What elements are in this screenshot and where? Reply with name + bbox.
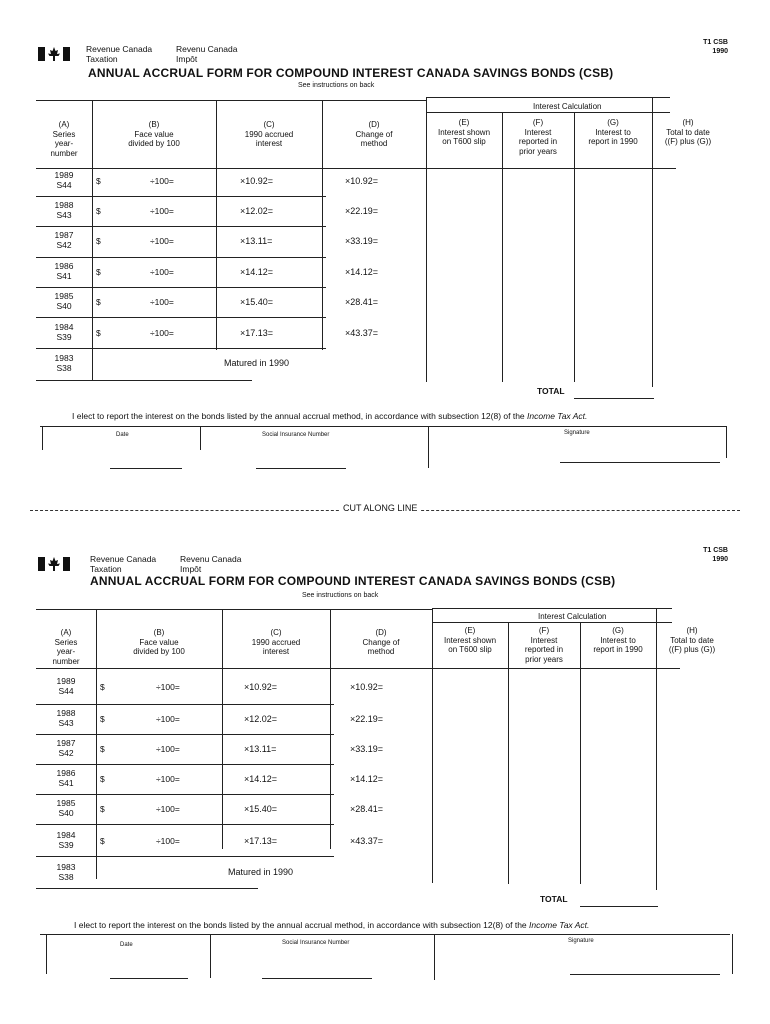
accrued-interest-field[interactable]: ×12.02= bbox=[244, 714, 278, 724]
dollar-sign: $ bbox=[96, 328, 101, 338]
face-value-field[interactable]: ÷100= bbox=[150, 328, 174, 338]
accrued-interest-field[interactable]: ×17.13= bbox=[244, 836, 278, 846]
accrued-interest-field[interactable]: ×10.92= bbox=[240, 176, 274, 186]
sin-label: Social Insurance Number bbox=[282, 940, 350, 946]
change-method-field[interactable]: ×28.41= bbox=[350, 804, 384, 814]
face-value-field[interactable]: ÷100= bbox=[150, 236, 174, 246]
accrued-interest-field[interactable]: ×15.40= bbox=[244, 804, 278, 814]
dollar-sign: $ bbox=[100, 682, 105, 692]
department-en: Revenue Canada Taxation bbox=[86, 44, 153, 64]
col-e-header: (E) Interest shown on T600 slip bbox=[443, 626, 497, 654]
sin-field[interactable] bbox=[262, 978, 372, 979]
accrued-interest-field[interactable]: ×14.12= bbox=[240, 267, 274, 277]
matured-note: Matured in 1990 bbox=[224, 358, 290, 368]
change-method-field[interactable]: ×28.41= bbox=[345, 297, 379, 307]
col-b-header: (B) Face value divided by 100 bbox=[133, 628, 185, 656]
sin-label: Social Insurance Number bbox=[262, 432, 330, 438]
face-value-field[interactable]: ÷100= bbox=[156, 836, 180, 846]
date-label: Date bbox=[120, 942, 133, 948]
col-f-header: (F) Interest reported in prior years bbox=[524, 626, 564, 664]
col-d-header: (D) Change of method bbox=[362, 628, 400, 656]
accrued-interest-field[interactable]: ×14.12= bbox=[244, 774, 278, 784]
signature-label: Signature bbox=[568, 938, 594, 944]
face-value-field[interactable]: ÷100= bbox=[150, 267, 174, 277]
total-label: TOTAL bbox=[540, 894, 568, 904]
col-a-header: (A) Series year- number bbox=[50, 120, 78, 158]
series-cell: 1987 S42 bbox=[54, 230, 74, 250]
dollar-sign: $ bbox=[96, 206, 101, 216]
col-h-header: (H) Total to date ((F) plus (G)) bbox=[664, 118, 712, 146]
change-method-field[interactable]: ×43.37= bbox=[345, 328, 379, 338]
instructions-note: See instructions on back bbox=[298, 82, 375, 89]
dollar-sign: $ bbox=[96, 267, 101, 277]
change-method-field[interactable]: ×10.92= bbox=[345, 176, 379, 186]
series-cell: 1983 S38 bbox=[54, 353, 74, 373]
face-value-field[interactable]: ÷100= bbox=[150, 297, 174, 307]
election-statement: I elect to report the interest on the bonds listed by the annual accrual method, in accordance with subsection 12(8) of the Income Tax Act. bbox=[72, 411, 588, 421]
face-value-field[interactable]: ÷100= bbox=[150, 206, 174, 216]
accrued-interest-field[interactable]: ×13.11= bbox=[240, 236, 273, 246]
series-cell: 1985 S40 bbox=[56, 798, 76, 818]
series-cell: 1984 S39 bbox=[56, 830, 76, 850]
accrual-form-top bbox=[0, 0, 770, 470]
form-code: T1 CSB 1990 bbox=[703, 39, 728, 55]
face-value-field[interactable]: ÷100= bbox=[150, 176, 174, 186]
instructions-note: See instructions on back bbox=[302, 592, 379, 599]
series-cell: 1986 S41 bbox=[54, 261, 74, 281]
matured-note: Matured in 1990 bbox=[228, 867, 294, 877]
change-method-field[interactable]: ×14.12= bbox=[345, 267, 379, 277]
canada-flag-icon bbox=[38, 556, 70, 572]
total-label: TOTAL bbox=[537, 386, 565, 396]
department-fr: Revenu Canada Impôt bbox=[176, 44, 238, 64]
col-a-header: (A) Series year- number bbox=[52, 628, 80, 666]
date-field[interactable] bbox=[110, 978, 188, 979]
series-cell: 1988 S43 bbox=[54, 200, 74, 220]
date-field[interactable] bbox=[110, 468, 182, 469]
date-label: Date bbox=[116, 432, 129, 438]
face-value-field[interactable]: ÷100= bbox=[156, 804, 180, 814]
series-cell: 1986 S41 bbox=[56, 768, 76, 788]
change-method-field[interactable]: ×33.19= bbox=[345, 236, 379, 246]
change-method-field[interactable]: ×43.37= bbox=[350, 836, 384, 846]
dollar-sign: $ bbox=[100, 744, 105, 754]
col-c-header: (C) 1990 accrued interest bbox=[251, 628, 301, 656]
signature-field[interactable] bbox=[570, 974, 720, 975]
sin-field[interactable] bbox=[256, 468, 346, 469]
accrual-form-bottom bbox=[0, 522, 770, 992]
col-e-header: (E) Interest shown on T600 slip bbox=[437, 118, 491, 146]
series-cell: 1988 S43 bbox=[56, 708, 76, 728]
col-f-header: (F) Interest reported in prior years bbox=[518, 118, 558, 156]
form-title: ANNUAL ACCRUAL FORM FOR COMPOUND INTEREST CANADA SAVINGS BONDS (CSB) bbox=[88, 66, 614, 80]
face-value-field[interactable]: ÷100= bbox=[156, 744, 180, 754]
series-cell: 1989 S44 bbox=[56, 676, 76, 696]
col-g-header: (G) Interest to report in 1990 bbox=[588, 118, 638, 146]
dollar-sign: $ bbox=[100, 714, 105, 724]
department-fr: Revenu Canada Impôt bbox=[180, 554, 242, 574]
accrued-interest-field[interactable]: ×12.02= bbox=[240, 206, 274, 216]
col-d-header: (D) Change of method bbox=[355, 120, 393, 148]
series-cell: 1983 S38 bbox=[56, 862, 76, 882]
series-cell: 1984 S39 bbox=[54, 322, 74, 342]
signature-label: Signature bbox=[564, 430, 590, 436]
dollar-sign: $ bbox=[100, 836, 105, 846]
change-method-field[interactable]: ×33.19= bbox=[350, 744, 384, 754]
series-cell: 1985 S40 bbox=[54, 291, 74, 311]
face-value-field[interactable]: ÷100= bbox=[156, 774, 180, 784]
signature-field[interactable] bbox=[560, 462, 720, 463]
accrued-interest-field[interactable]: ×17.13= bbox=[240, 328, 274, 338]
dollar-sign: $ bbox=[96, 176, 101, 186]
canada-flag-icon bbox=[38, 46, 70, 62]
change-method-field[interactable]: ×22.19= bbox=[345, 206, 379, 216]
accrued-interest-field[interactable]: ×10.92= bbox=[244, 682, 278, 692]
interest-calculation-header: Interest Calculation bbox=[533, 102, 602, 111]
dollar-sign: $ bbox=[100, 774, 105, 784]
col-g-header: (G) Interest to report in 1990 bbox=[593, 626, 643, 654]
col-c-header: (C) 1990 accrued interest bbox=[244, 120, 294, 148]
col-b-header: (B) Face value divided by 100 bbox=[128, 120, 180, 148]
series-cell: 1987 S42 bbox=[56, 738, 76, 758]
change-method-field[interactable]: ×22.19= bbox=[350, 714, 384, 724]
election-statement: I elect to report the interest on the bonds listed by the annual accrual method, in accordance with subsection 12(8) of the Income Tax Act. bbox=[74, 920, 590, 930]
interest-calculation-header: Interest Calculation bbox=[538, 612, 607, 621]
dollar-sign: $ bbox=[100, 804, 105, 814]
change-method-field[interactable]: ×10.92= bbox=[350, 682, 384, 692]
dollar-sign: $ bbox=[96, 297, 101, 307]
face-value-field[interactable]: ÷100= bbox=[156, 682, 180, 692]
series-cell: 1989 S44 bbox=[54, 170, 74, 190]
accrued-interest-field[interactable]: ×15.40= bbox=[240, 297, 274, 307]
cut-line-label: CUT ALONG LINE bbox=[340, 503, 420, 513]
department-en: Revenue Canada Taxation bbox=[90, 554, 157, 574]
form-title: ANNUAL ACCRUAL FORM FOR COMPOUND INTEREST CANADA SAVINGS BONDS (CSB) bbox=[90, 574, 616, 588]
cut-along-line bbox=[0, 502, 770, 518]
change-method-field[interactable]: ×14.12= bbox=[350, 774, 384, 784]
accrued-interest-field[interactable]: ×13.11= bbox=[244, 744, 277, 754]
form-code: T1 CSB 1990 bbox=[703, 547, 728, 563]
face-value-field[interactable]: ÷100= bbox=[156, 714, 180, 724]
col-h-header: (H) Total to date ((F) plus (G)) bbox=[668, 626, 716, 654]
dollar-sign: $ bbox=[96, 236, 101, 246]
